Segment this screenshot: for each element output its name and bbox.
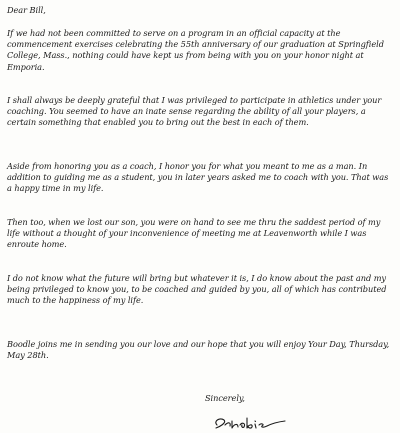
salutation: Dear Bill, <box>7 5 46 15</box>
closing: Sincerely, <box>205 393 245 403</box>
paragraph-son: Then too, when we lost our son, you were on hand to see me thru the saddest period of my life without a thought of your inconvenience of meeting me at Leavenworth while I was enroute home. <box>7 217 381 250</box>
paragraph-commitment: If we had not been committed to serve on a program in an official capacity at the commencement exercises celebrating the 55th anniversary of our graduation at Springfield College, Mass., nothing could have kept us from being with you on your honor night at Emporia. <box>7 28 384 72</box>
paragraph-boodle: Boodle joins me in sending you our love and our hope that you will enjoy Your Day, Thursday, May 28th. <box>7 339 390 361</box>
paragraph-gratitude: I shall always be deeply grateful that I was privileged to participate in athletics under your coaching. You seemed to have an inate sense regarding the ability of all your players, a certain something that enabled you to bring out the best in each of them. <box>7 95 382 128</box>
paragraph-future: I do not know what the future will bring but whatever it is, I do know about the past and my being privileged to know you, to be coached and guided by you, all of which has contributed much to the happiness of my life. <box>7 273 387 306</box>
paragraph-honor: Aside from honoring you as a coach, I honor you for what you meant to me as a man. In addition to guiding me as a student, you in later years asked me to coach with you. That was a happy time in my life. <box>7 161 389 194</box>
handwritten-signature <box>211 412 291 432</box>
